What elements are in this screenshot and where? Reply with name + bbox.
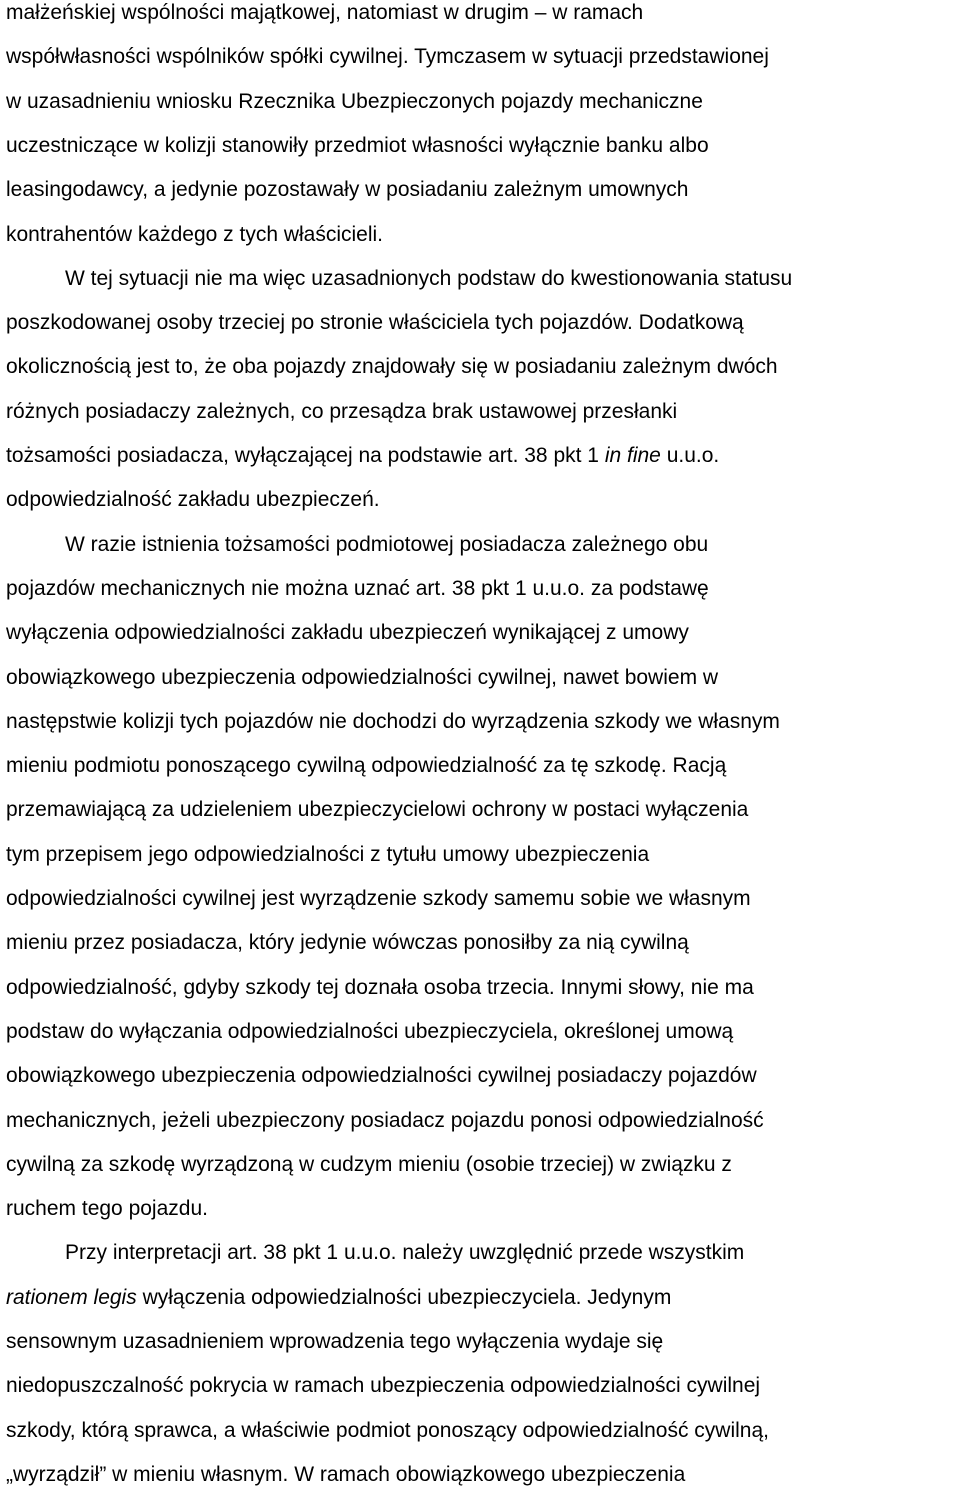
text-line (6, 621, 689, 645)
text-line (6, 754, 726, 778)
text-segment: pojazdów mechanicznych nie można uznać art. 38 pkt 1 u.u.o. za podstawę (6, 576, 709, 600)
paragraph-first-line (65, 267, 792, 291)
text-segment: niedopuszczalność pokrycia w ramach ubezpieczenia odpowiedzialności cywilnej (6, 1374, 761, 1398)
text-line (6, 1419, 769, 1443)
text-line (6, 710, 780, 734)
text-segment: odpowiedzialność zakładu ubezpieczeń. (6, 488, 380, 512)
text-segment: tożsamości posiadacza, wyłączającej na podstawie art. 38 pkt 1 (6, 444, 605, 467)
text-line (6, 90, 703, 114)
text-line (6, 931, 689, 955)
text-segment: obowiązkowego ubezpieczenia odpowiedzialności cywilnej posiadaczy pojazdów (6, 1064, 757, 1088)
text-line (6, 1463, 685, 1487)
text-segment: tym przepisem jego odpowiedzialności z tytułu umowy ubezpieczenia (6, 842, 650, 866)
text-line (6, 976, 754, 1000)
text-segment: W razie istnienia tożsamości podmiotowej posiadacza zależnego obu (65, 532, 709, 556)
text-segment: mechanicznych, jeżeli ubezpieczony posiadacz pojazdu ponosi odpowiedzialność (6, 1108, 764, 1132)
text-line (6, 1374, 760, 1398)
text-line (6, 1109, 764, 1133)
text-segment: współwłasności wspólników spółki cywilnej. Tymczasem w sytuacji przedstawionej (6, 45, 769, 69)
text-segment: następstwie kolizji tych pojazdów nie dochodzi do wyrządzenia szkody we własnym (6, 709, 780, 733)
text-segment: podstaw do wyłączania odpowiedzialności ubezpieczyciela, określonej umową (6, 1019, 734, 1043)
text-segment: obowiązkowego ubezpieczenia odpowiedzialności cywilnej, nawet bowiem w (6, 665, 719, 689)
text-line (6, 1020, 733, 1044)
text-segment: W tej sytuacji nie ma więc uzasadnionych podstaw do kwestionowania statusu (65, 266, 793, 290)
text-segment: w uzasadnieniu wniosku Rzecznika Ubezpieczonych pojazdy mechaniczne (6, 89, 703, 113)
text-segment: u.u.o. (660, 444, 720, 467)
text-segment: Przy interpretacji art. 38 pkt 1 u.u.o. należy uwzględnić przede wszystkim (65, 1241, 745, 1265)
text-line (6, 1153, 732, 1177)
text-line (6, 1197, 208, 1221)
text-line (6, 577, 709, 601)
text-line (6, 400, 677, 424)
text-segment: „wyrządził” w mieniu własnym. W ramach obowiązkowego ubezpieczenia (6, 1462, 686, 1486)
text-segment: poszkodowanej osoby trzeciej po stronie właściciela tych pojazdów. Dodatkową (6, 311, 744, 335)
italic-text: in fine (604, 444, 661, 467)
text-segment: mieniu przez posiadacza, który jedynie wówczas ponosiłby za nią cywilną (6, 931, 689, 955)
text-segment: przemawiającą za udzieleniem ubezpieczycielowi ochrony w postaci wyłączenia (6, 798, 749, 822)
text-segment: sensownym uzasadnieniem wprowadzenia tego wyłączenia wydaje się (6, 1330, 664, 1353)
text-segment: małżeńskiej wspólności majątkowej, natomiast w drugim – w ramach (6, 1, 644, 24)
text-line (6, 311, 744, 335)
text-line (6, 178, 688, 202)
text-line (6, 223, 383, 247)
text-segment: cywilną za szkodę wyrządzoną w cudzym mieniu (osobie trzeciej) w związku z (6, 1152, 732, 1176)
paragraph-first-line (65, 1241, 744, 1265)
italic-text: rationem legis (6, 1285, 137, 1309)
text-line (6, 1286, 671, 1310)
text-line (6, 798, 748, 822)
text-line (6, 1064, 757, 1088)
text-segment: kontrahentów każdego z tych właścicieli. (6, 222, 384, 246)
paragraph-first-line (65, 533, 708, 557)
text-segment: uczestniczące w kolizji stanowiły przedmiot własności wyłącznie banku albo (6, 133, 709, 157)
text-segment: leasingodawcy, a jedynie pozostawały w posiadaniu zależnym umownych (6, 178, 689, 202)
text-line (6, 444, 719, 468)
text-segment: ruchem tego pojazdu. (6, 1197, 208, 1221)
text-segment: okolicznością jest to, że oba pojazdy znajdowały się w posiadaniu zależnym dwóch (6, 355, 778, 379)
text-line (6, 887, 751, 911)
text-segment: szkody, którą sprawca, a właściwie podmiot ponoszący odpowiedzialność cywilną, (6, 1418, 769, 1442)
text-line (6, 843, 649, 867)
text-segment: wyłączenia odpowiedzialności ubezpieczyciela. Jedynym (136, 1285, 672, 1309)
text-segment: odpowiedzialność, gdyby szkody tej doznała osoba trzecia. Innymi słowy, nie ma (6, 975, 754, 999)
text-line (6, 134, 709, 158)
text-segment: odpowiedzialności cywilnej jest wyrządzenie szkody samemu sobie we własnym (6, 887, 751, 910)
text-segment: wyłączenia odpowiedzialności zakładu ubezpieczeń wynikającej z umowy (6, 621, 689, 645)
text-line (6, 666, 718, 690)
text-line (6, 488, 380, 512)
text-line (6, 45, 769, 69)
text-segment: różnych posiadaczy zależnych, co przesądza brak ustawowej przesłanki (6, 399, 678, 423)
text-line (6, 1, 643, 25)
text-line (6, 1330, 663, 1354)
text-line (6, 355, 778, 379)
text-segment: mieniu podmiotu ponoszącego cywilną odpowiedzialność za tę szkodę. Racją (6, 754, 727, 778)
